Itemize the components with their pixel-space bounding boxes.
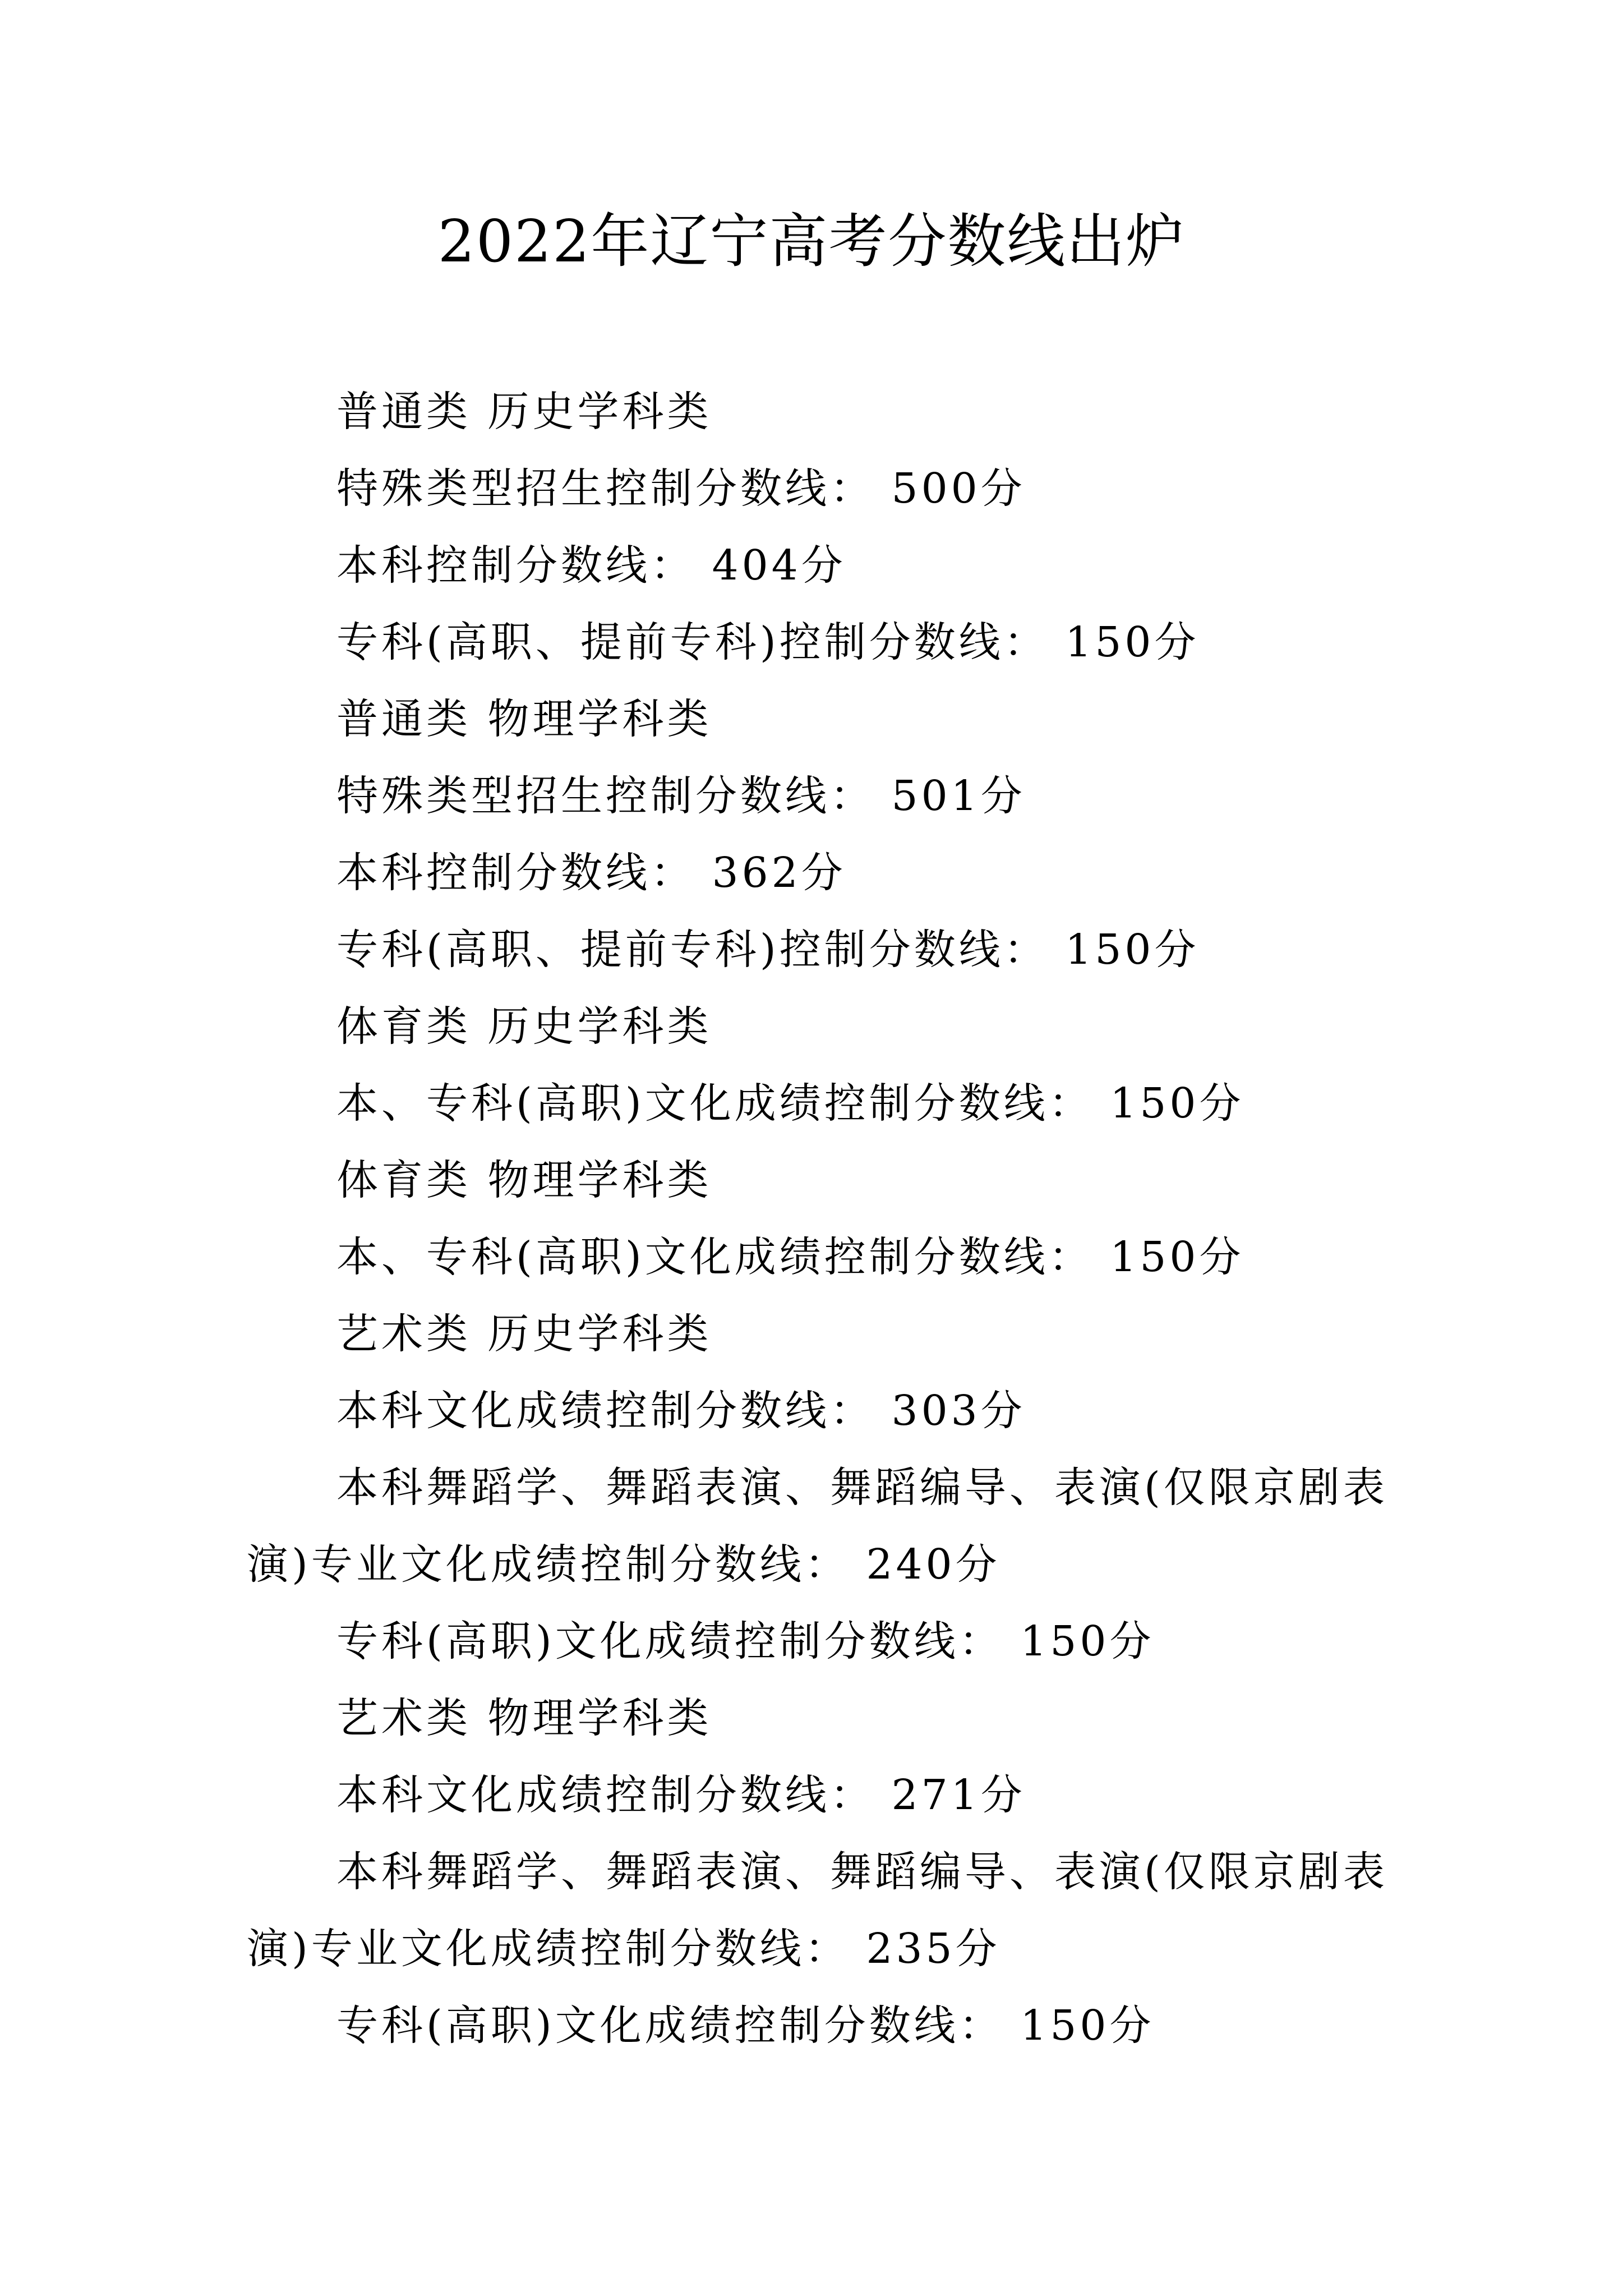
score-line: 本科文化成绩控制分数线： 271分 — [336, 1771, 1026, 1819]
section-heading: 普通类 历史学科类 — [336, 388, 712, 436]
score-line: 专科(高职、提前专科)控制分数线： 150分 — [336, 618, 1200, 666]
score-line: 特殊类型招生控制分数线： 500分 — [336, 464, 1026, 513]
document-title: 2022年辽宁高考分数线出炉 — [437, 207, 1186, 275]
score-line: 本科控制分数线： 404分 — [336, 541, 846, 590]
score-line: 专科(高职)文化成绩控制分数线： 150分 — [336, 2001, 1155, 2050]
section-heading: 普通类 物理学科类 — [336, 695, 712, 743]
score-line: 本、专科(高职)文化成绩控制分数线： 150分 — [336, 1079, 1244, 1128]
score-line: 本科舞蹈学、舞蹈表演、舞蹈编导、表演(仅限京剧表 — [336, 1464, 1388, 1512]
score-line: 本科文化成绩控制分数线： 303分 — [336, 1387, 1026, 1435]
section-heading: 体育类 历史学科类 — [336, 1002, 712, 1051]
section-heading: 艺术类 物理学科类 — [336, 1694, 712, 1742]
score-line: 本科舞蹈学、舞蹈表演、舞蹈编导、表演(仅限京剧表 — [336, 1848, 1388, 1896]
score-line-continuation: 演)专业文化成绩控制分数线： 240分 — [247, 1540, 1000, 1589]
score-line: 本、专科(高职)文化成绩控制分数线： 150分 — [336, 1233, 1244, 1281]
score-line: 本科控制分数线： 362分 — [336, 849, 846, 897]
score-line: 专科(高职)文化成绩控制分数线： 150分 — [336, 1617, 1155, 1665]
section-heading: 艺术类 历史学科类 — [336, 1310, 712, 1358]
score-line: 专科(高职、提前专科)控制分数线： 150分 — [336, 926, 1200, 974]
score-line: 特殊类型招生控制分数线： 501分 — [336, 772, 1026, 820]
section-heading: 体育类 物理学科类 — [336, 1156, 712, 1204]
score-line-continuation: 演)专业文化成绩控制分数线： 235分 — [247, 1925, 1000, 1973]
document-body — [247, 374, 1391, 2064]
